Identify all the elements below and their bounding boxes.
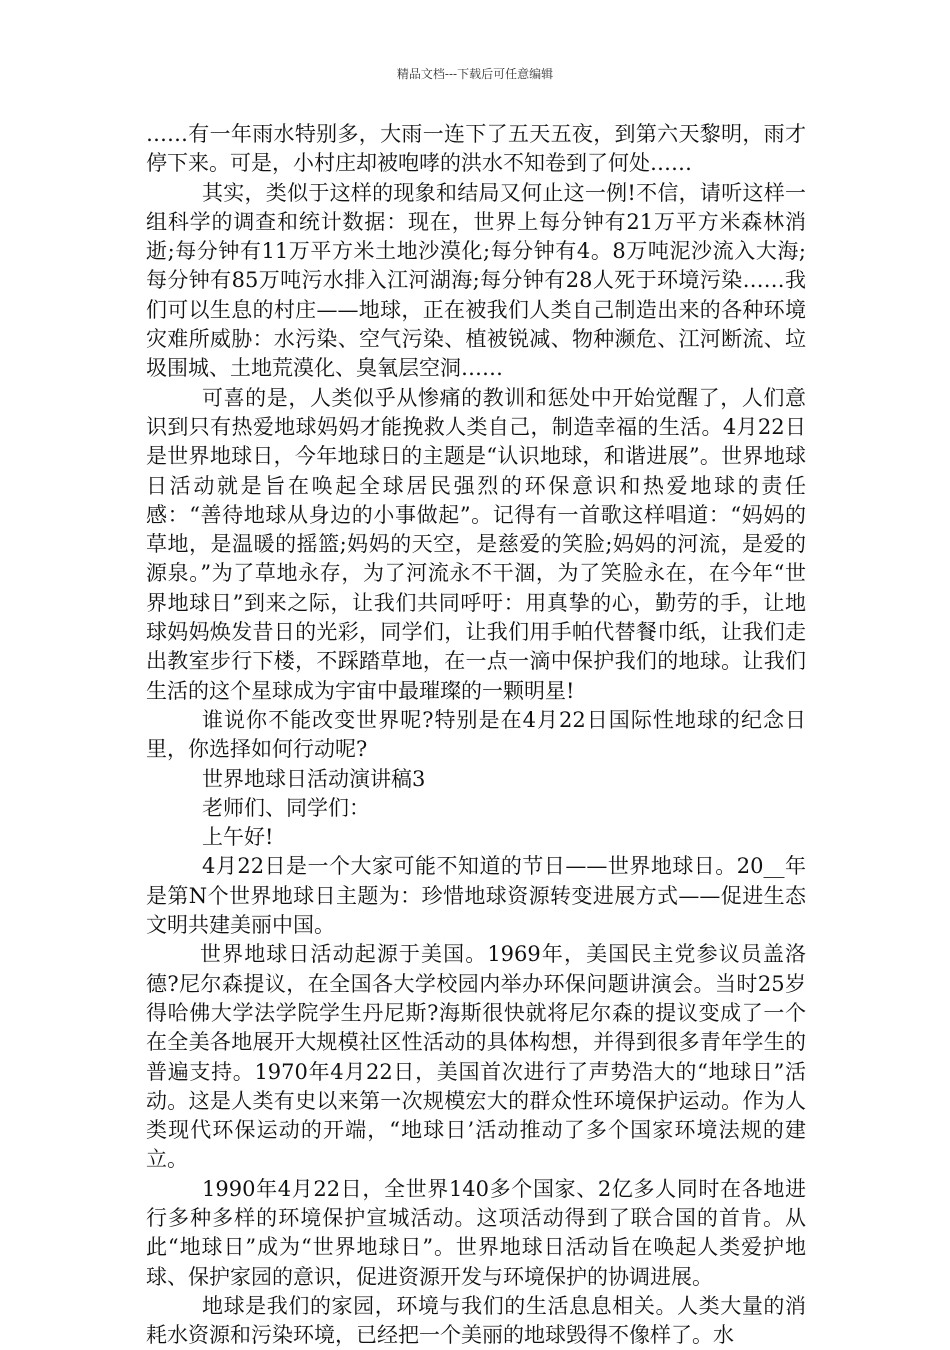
paragraph-earth-day-intro: 4月22日是一个大家可能不知道的节日——世界地球日。20__年是第N个世界地球日主题为：珍惜地球资源转变进展方式——促进生态文明共建美丽中国。 <box>146 854 806 938</box>
document-body <box>146 120 806 1350</box>
speech-greeting: 上午好! <box>202 825 274 850</box>
paragraph-change-the-world: 谁说你不能改变世界呢?特别是在4月22日国际性地球的纪念日里，你选择如何行动呢? <box>146 707 806 762</box>
paragraph-flood-story: ……有一年雨水特别多，大雨一连下了五天五夜，到第六天黎明，雨才停下来。可是，小村庄却被咆哮的洪水不知卷到了何处…… <box>146 122 806 176</box>
speech-title: 世界地球日活动演讲稿3 <box>202 766 426 791</box>
paragraph-1990-earth-day: 1990年4月22日，全世界140多个国家、2亿多人同时在各地进行多种多样的环境保护宣城活动。这项活动得到了联合国的首肯。从此“地球日”成为“世界地球日”。世界地球日活动旨在唤起人类爱护地球、保护家园的意识，促进资源开发与环境保护的协调进展。 <box>146 1176 806 1289</box>
paragraph-environment-statistics: 其实，类似于这样的现象和结局又何止这一例!不信，请听这样一组科学的调查和统计数据：现在，世界上每分钟有21万平方米森林消逝;每分钟有11万平方米土地沙漠化;每分钟有4。8万吨泥沙流入大海;每分钟有85万吨污水排入江河湖海;每分钟有28人死于环境污染……我们可以生息的村庄——地球，正在被我们人类自己制造出来的各种环境灾难所威胁：水污染、空气污染、植被锐减、物种濒危、江河断流、垃圾围城、土地荒漠化、臭氧层空洞…… <box>146 180 806 381</box>
speech-salutation: 老师们、同学们： <box>202 795 370 820</box>
paragraph-earth-day-origin: 世界地球日活动起源于美国。1969年，美国民主党参议员盖洛德?尼尔森提议，在全国各大学校园内举办环保问题讲演会。当时25岁得哈佛大学法学院学生丹尼斯?海斯很快就将尼尔森的提议变成了一个在全美各地展开大规模社区性活动的具体构想，并得到很多青年学生的普遍支持。1970年4月22日，美国首次进行了声势浩大的“地球日”活动。这是人类有史以来第一次规模宏大的群众性环境保护运动。作为人类现代环保运动的开端，“地球日’活动推动了多个国家环境法规的建立。 <box>146 942 806 1172</box>
paragraph-earth-day-awakening: 可喜的是，人类似乎从惨痛的教训和惩处中开始觉醒了，人们意识到只有热爱地球妈妈才能挽救人类自己，制造幸福的生活。4月22日是世界地球日，今年地球日的主题是“认识地球，和谐进展”。世界地球日活动就是旨在唤起全球居民强烈的环保意识和热爱地球的责任感：“善待地球从身边的小事做起”。记得有一首歌这样唱道：“妈妈的草地，是温暖的摇篮;妈妈的天空，是慈爱的笑脸;妈妈的河流，是爱的源泉。”为了草地永存，为了河流永不干涸，为了笑脸永在，在今年“世界地球日”到来之际，让我们共同呼吁：用真挚的心，勤劳的手，让地球妈妈焕发昔日的光彩，同学们，让我们用手帕代替餐巾纸，让我们走出教室步行下楼，不踩踏草地，在一点一滴中保护我们的地球。让我们生活的这个星球成为宇宙中最璀璨的一颗明星! <box>146 385 806 703</box>
page-header: 精品文档---下载后可任意编辑 <box>396 67 554 81</box>
paragraph-earth-our-home: 地球是我们的家园，环境与我们的生活息息相关。人类大量的消耗水资源和污染环境，已经把一个美丽的地球毁得不像样了。水 <box>146 1293 806 1348</box>
